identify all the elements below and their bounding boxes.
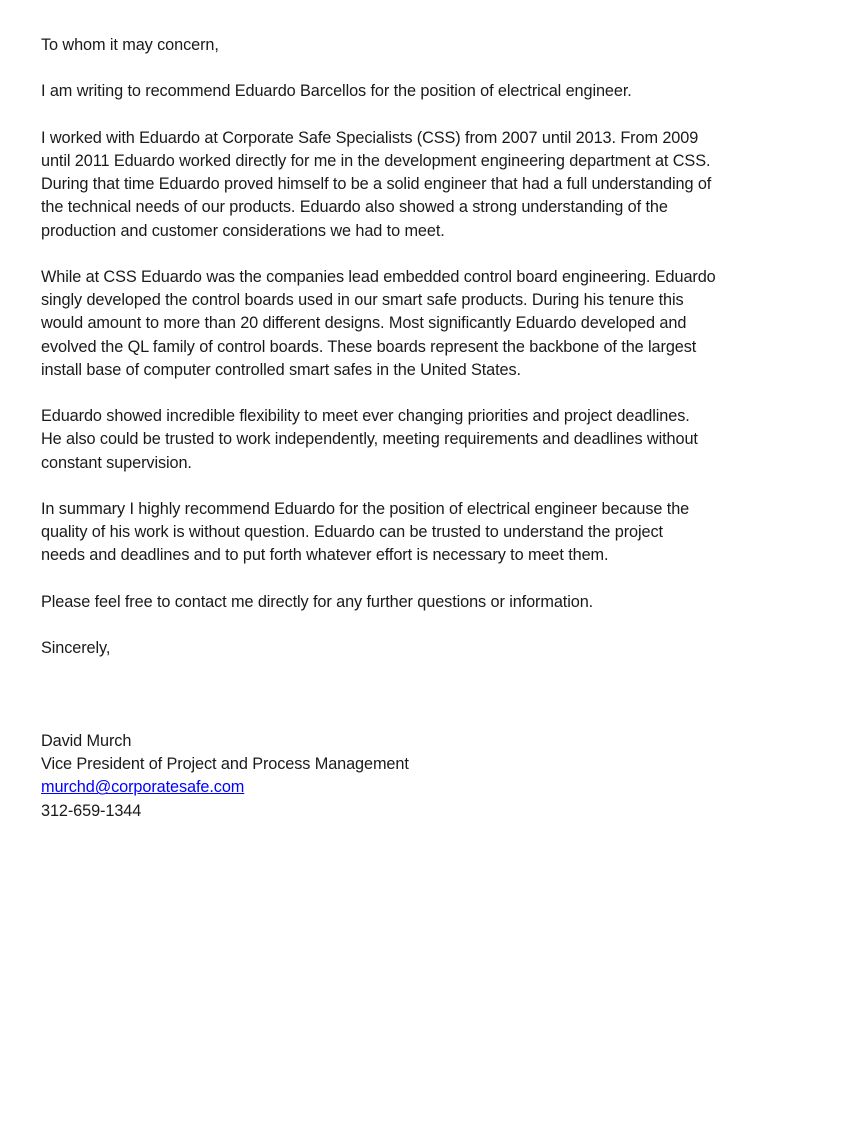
paragraph-contact	[41, 591, 801, 614]
paragraph-line: He also could be trusted to work independently, meeting requirements and deadlines without	[41, 430, 698, 449]
paragraph-intro	[41, 80, 801, 103]
paragraph-summary	[41, 498, 801, 568]
paragraph-line: I am writing to recommend Eduardo Barcellos for the position of electrical engineer.	[41, 82, 632, 101]
letter-document	[41, 34, 801, 823]
paragraph-line: the technical needs of our products. Eduardo also showed a strong understanding of the	[41, 198, 668, 217]
paragraph-line: singly developed the control boards used in our smart safe products. During his tenure this	[41, 291, 684, 310]
paragraph-line: While at CSS Eduardo was the companies lead embedded control board engineering. Eduardo	[41, 267, 716, 286]
signature-block	[41, 730, 801, 823]
paragraph-line: quality of his work is without question. Eduardo can be trusted to understand the project	[41, 523, 663, 542]
salutation-text: To whom it may concern,	[41, 36, 219, 54]
paragraph-line: production and customer considerations we had to meet.	[41, 221, 445, 240]
signer-email-line	[41, 776, 801, 799]
signer-name: David Murch	[41, 731, 132, 750]
signer-phone: 312-659-1344	[41, 801, 142, 820]
paragraph-achievements	[41, 266, 801, 382]
paragraph-line: until 2011 Eduardo worked directly for me in the development engineering department at CSS.	[41, 151, 711, 170]
paragraph-line: I worked with Eduardo at Corporate Safe Specialists (CSS) from 2007 until 2013. From 2009	[41, 128, 699, 147]
closing-text: Sincerely,	[41, 639, 111, 658]
paragraph-line: In summary I highly recommend Eduardo for the position of electrical engineer because the	[41, 499, 690, 518]
paragraph-line: evolved the QL family of control boards. These boards represent the backbone of the largest	[41, 337, 697, 356]
paragraph-line: Please feel free to contact me directly for any further questions or information.	[41, 592, 594, 611]
paragraph-flexibility	[41, 405, 801, 475]
email-link[interactable]: murchd@corporatesafe.com	[41, 778, 245, 797]
paragraph-line: needs and deadlines and to put forth whatever effort is necessary to meet them.	[41, 546, 609, 565]
paragraph-line: install base of computer controlled smart safes in the United States.	[41, 360, 521, 379]
paragraph-line: During that time Eduardo proved himself to be a solid engineer that had a full understanding of	[41, 175, 712, 194]
signature-space	[41, 660, 801, 730]
paragraph-line: would amount to more than 20 different designs. Most significantly Eduardo developed and	[41, 314, 687, 333]
signer-title: Vice President of Project and Process Management	[41, 755, 409, 774]
salutation	[41, 34, 801, 57]
paragraph-line: Eduardo showed incredible flexibility to meet ever changing priorities and project deadlines.	[41, 407, 690, 426]
closing	[41, 637, 801, 660]
paragraph-work-history	[41, 127, 801, 243]
paragraph-line: constant supervision.	[41, 453, 192, 472]
